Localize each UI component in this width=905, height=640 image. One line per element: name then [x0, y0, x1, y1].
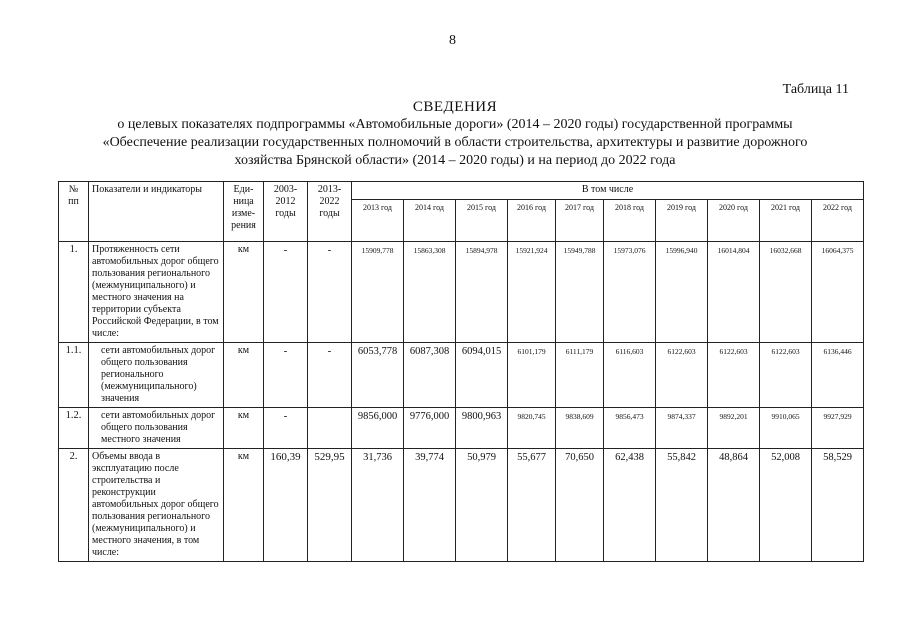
row-indicator: Протяженность сети автомобильных дорог общего пользования регионального (межмуниципального) и местного значения на территории субъекта Российской Федерации, в том числе: [89, 242, 224, 343]
row-period-2013-2022 [308, 408, 352, 449]
row-indicator: сети автомобильных дорог общего пользования местного значения [89, 408, 224, 449]
row-value: 39,774 [404, 449, 456, 562]
row-value: 15973,076 [604, 242, 656, 343]
row-value: 6122,603 [656, 343, 708, 408]
row-value: 6136,446 [812, 343, 864, 408]
row-value: 58,529 [812, 449, 864, 562]
row-value: 9892,201 [708, 408, 760, 449]
header-indicator: Показатели и индикаторы [89, 182, 224, 242]
row-value: 16032,668 [760, 242, 812, 343]
header-year: 2022 год [812, 200, 864, 242]
row-value: 16014,804 [708, 242, 760, 343]
row-value: 55,677 [508, 449, 556, 562]
row-period-2013-2022: - [308, 343, 352, 408]
row-value: 6122,603 [708, 343, 760, 408]
row-value: 6111,179 [556, 343, 604, 408]
row-value: 62,438 [604, 449, 656, 562]
row-value: 6094,015 [456, 343, 508, 408]
header-period-2013-2022: 2013- 2022 годы [308, 182, 352, 242]
row-unit: км [224, 408, 264, 449]
row-value: 15909,778 [352, 242, 404, 343]
table-row [59, 408, 864, 449]
header-unit: Еди- ница изме- рения [224, 182, 264, 242]
header-year: 2017 год [556, 200, 604, 242]
row-unit: км [224, 343, 264, 408]
header-num: № пп [59, 182, 89, 242]
row-value: 15863,308 [404, 242, 456, 343]
row-value: 15894,978 [456, 242, 508, 343]
row-value: 70,650 [556, 449, 604, 562]
row-number: 1. [59, 242, 89, 343]
subtitle-line-2: «Обеспечение реализации государственных полномочий в области строительства, архитектуры и развитие дорожного [102, 135, 808, 150]
row-value: 9776,000 [404, 408, 456, 449]
row-value: 6053,778 [352, 343, 404, 408]
row-unit: км [224, 449, 264, 562]
subtitle-line-3: хозяйства Брянской области» (2014 – 2020 годы) и на период до 2022 года [234, 153, 676, 168]
header-row-1 [59, 182, 864, 200]
table-row [59, 449, 864, 562]
row-period-2013-2022: - [308, 242, 352, 343]
row-indicator: Объемы ввода в эксплуатацию после строительства и реконструкции автомобильных дорог общего пользования регионального (межмуниципального) и местного значения, в том числе: [89, 449, 224, 562]
row-value: 48,864 [708, 449, 760, 562]
row-indicator: сети автомобильных дорог общего пользования регионального (межмуниципального) значения [89, 343, 224, 408]
row-value: 15996,940 [656, 242, 708, 343]
row-value: 31,736 [352, 449, 404, 562]
header-year: 2020 год [708, 200, 760, 242]
page-number: 8 [449, 33, 456, 48]
row-value: 9800,963 [456, 408, 508, 449]
header-year: 2016 год [508, 200, 556, 242]
row-number: 2. [59, 449, 89, 562]
row-value: 6101,179 [508, 343, 556, 408]
header-including: В том числе [352, 182, 864, 200]
row-value: 50,979 [456, 449, 508, 562]
header-year: 2019 год [656, 200, 708, 242]
row-value: 9856,473 [604, 408, 656, 449]
row-value: 55,842 [656, 449, 708, 562]
table-row [59, 242, 864, 343]
document-title: СВЕДЕНИЯ [412, 99, 498, 115]
header-year: 2014 год [404, 200, 456, 242]
header-year: 2021 год [760, 200, 812, 242]
row-value: 9910,065 [760, 408, 812, 449]
header-year: 2018 год [604, 200, 656, 242]
row-value: 15921,924 [508, 242, 556, 343]
row-value: 9927,929 [812, 408, 864, 449]
row-number: 1.2. [59, 408, 89, 449]
row-value: 9820,745 [508, 408, 556, 449]
row-value: 6116,603 [604, 343, 656, 408]
indicators-table [58, 181, 864, 562]
row-value: 6087,308 [404, 343, 456, 408]
row-value: 15949,788 [556, 242, 604, 343]
row-period-2003-2012: 160,39 [264, 449, 308, 562]
header-year: 2015 год [456, 200, 508, 242]
header-year: 2013 год [352, 200, 404, 242]
header-period-2003-2012: 2003- 2012 годы [264, 182, 308, 242]
row-value: 9838,609 [556, 408, 604, 449]
row-period-2013-2022: 529,95 [308, 449, 352, 562]
table-label: Таблица 11 [782, 82, 849, 97]
row-value: 9874,337 [656, 408, 708, 449]
row-unit: км [224, 242, 264, 343]
row-period-2003-2012: - [264, 343, 308, 408]
row-value: 52,008 [760, 449, 812, 562]
table-row [59, 343, 864, 408]
row-value: 6122,603 [760, 343, 812, 408]
row-value: 9856,000 [352, 408, 404, 449]
document-heading [60, 98, 850, 170]
subtitle-line-1: о целевых показателях подпрограммы «Автомобильные дороги» (2014 – 2020 годы) государственной программы [117, 117, 793, 132]
row-number: 1.1. [59, 343, 89, 408]
row-period-2003-2012: - [264, 242, 308, 343]
row-value: 16064,375 [812, 242, 864, 343]
row-period-2003-2012: - [264, 408, 308, 449]
